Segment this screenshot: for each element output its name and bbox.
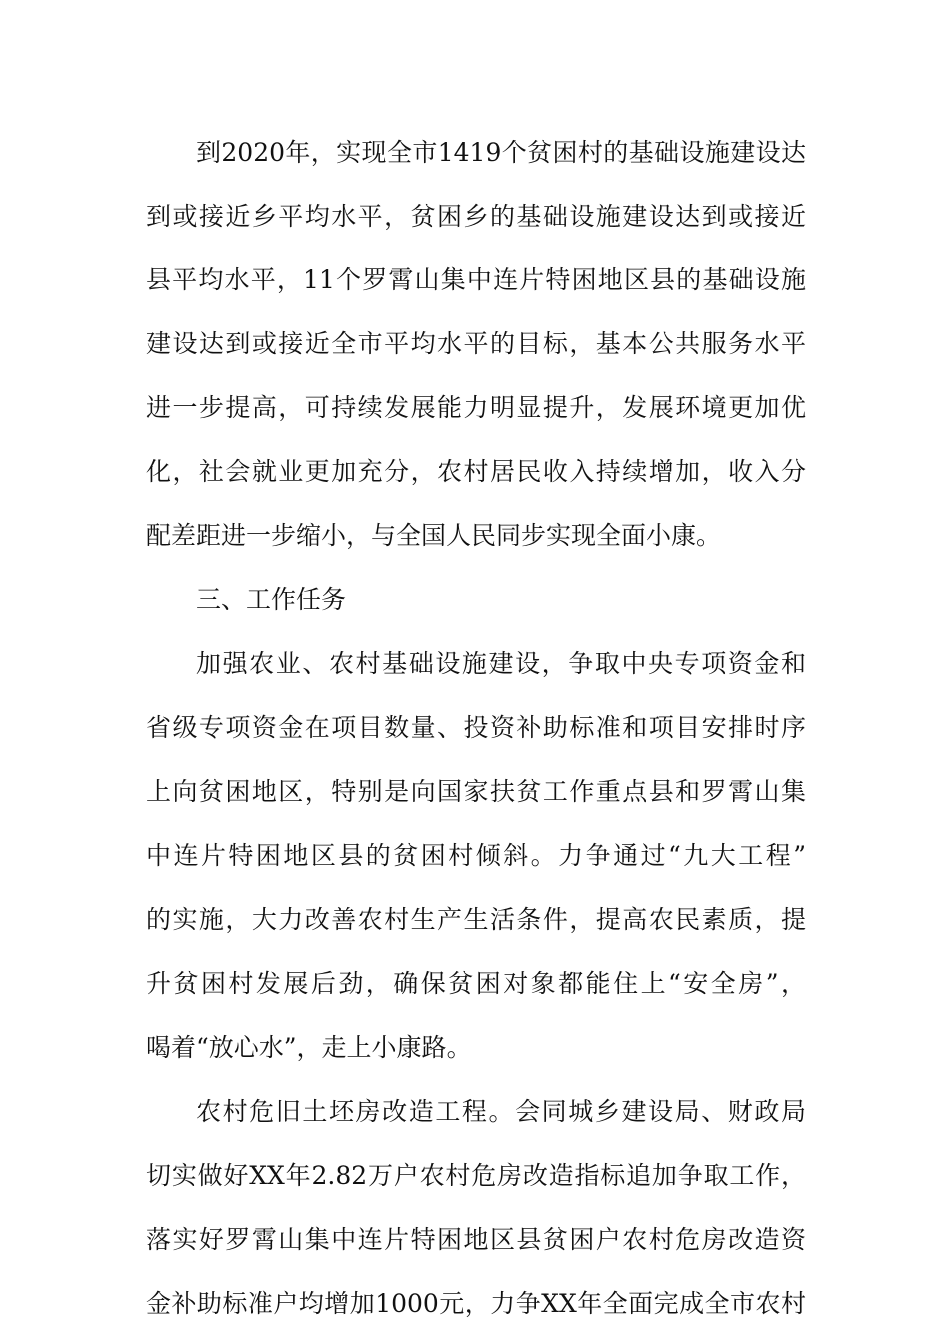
paragraph-line: 化，社会就业更加充分，农村居民收入持续增加，收入分 <box>146 457 806 486</box>
paragraph-line: 进一步提高，可持续发展能力明显提升，发展环境更加优 <box>146 393 806 422</box>
paragraph-line: 落实好罗霄山集中连片特困地区县贫困户农村危房改造资 <box>146 1225 806 1254</box>
paragraph-line: 加强农业、农村基础设施建设，争取中央专项资金和 <box>196 649 806 678</box>
paragraph-line: 农村危旧土坯房改造工程。会同城乡建设局、财政局 <box>196 1097 806 1126</box>
paragraph-line: 建设达到或接近全市平均水平的目标，基本公共服务水平 <box>146 329 806 358</box>
paragraph-line: 上向贫困地区，特别是向国家扶贫工作重点县和罗霄山集 <box>146 777 806 806</box>
paragraph-line: 县平均水平，11个罗霄山集中连片特困地区县的基础设施 <box>146 265 806 294</box>
paragraph-line: 到2020年，实现全市1419个贫困村的基础设施建设达 <box>196 138 806 167</box>
paragraph-line: 切实做好XX年2.82万户农村危房改造指标追加争取工作， <box>146 1161 806 1190</box>
paragraph-line: 喝着“放心水”，走上小康路。 <box>146 1033 472 1062</box>
section-heading: 三、工作任务 <box>196 585 347 614</box>
paragraph-line: 到或接近乡平均水平，贫困乡的基础设施建设达到或接近 <box>146 202 806 231</box>
paragraph-line: 金补助标准户均增加1000元，力争XX年全面完成全市农村 <box>146 1289 806 1318</box>
paragraph-line: 的实施，大力改善农村生产生活条件，提高农民素质，提 <box>146 905 806 934</box>
paragraph-line: 省级专项资金在项目数量、投资补助标准和项目安排时序 <box>146 713 806 742</box>
paragraph-line: 中连片特困地区县的贫困村倾斜。力争通过“九大工程” <box>146 841 806 870</box>
paragraph-line: 升贫困村发展后劲，确保贫困对象都能住上“安全房”， <box>146 969 806 998</box>
paragraph-line: 配差距进一步缩小，与全国人民同步实现全面小康。 <box>146 521 722 550</box>
